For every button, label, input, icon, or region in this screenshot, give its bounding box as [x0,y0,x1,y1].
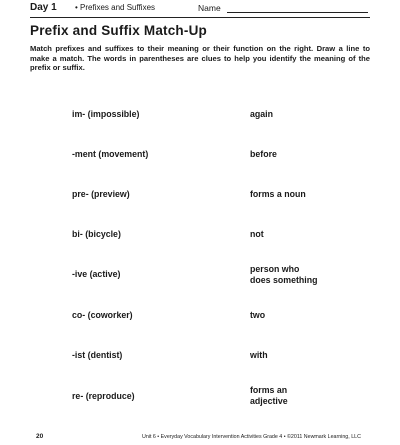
page-title: Prefix and Suffix Match-Up [30,23,207,38]
right-item-3[interactable]: forms a noun [250,189,306,199]
topic-label: • Prefixes and Suffixes [75,3,156,12]
instructions: Match prefixes and suffixes to their meaning or their function on the right. Draw a line to make a match. The words in parentheses are clues to help you identify the meaning of the prefix or suffix. [30,44,370,72]
page-number: 20 [36,433,44,440]
left-item-4[interactable]: bi- (bicycle) [72,229,121,239]
right-item-7[interactable]: with [250,350,268,360]
left-item-8[interactable]: re- (reproduce) [72,391,135,401]
name-label: Name [198,3,221,13]
right-item-4[interactable]: not [250,229,264,239]
right-item-6[interactable]: two [250,310,266,320]
day-label: Day 1 [30,2,57,13]
left-item-7[interactable]: -ist (dentist) [72,350,123,360]
left-item-5[interactable]: -ive (active) [72,269,121,279]
right-item-8[interactable]: forms an adjective [250,385,288,406]
left-item-2[interactable]: -ment (movement) [72,149,149,159]
name-write-line[interactable] [227,12,368,13]
right-item-2[interactable]: before [250,149,277,159]
left-item-6[interactable]: co- (coworker) [72,310,133,320]
right-item-1[interactable]: again [250,109,273,119]
left-item-3[interactable]: pre- (preview) [72,189,130,199]
page-header [30,2,368,16]
footer-credit: Unit 6 • Everyday Vocabulary Intervention Activities Grade 4 • ©2011 Newmark Learning, LLC [142,434,361,440]
left-item-1[interactable]: im- (impossible) [72,109,140,119]
right-item-5[interactable]: person who does something [250,264,318,285]
header-rule [30,17,370,18]
